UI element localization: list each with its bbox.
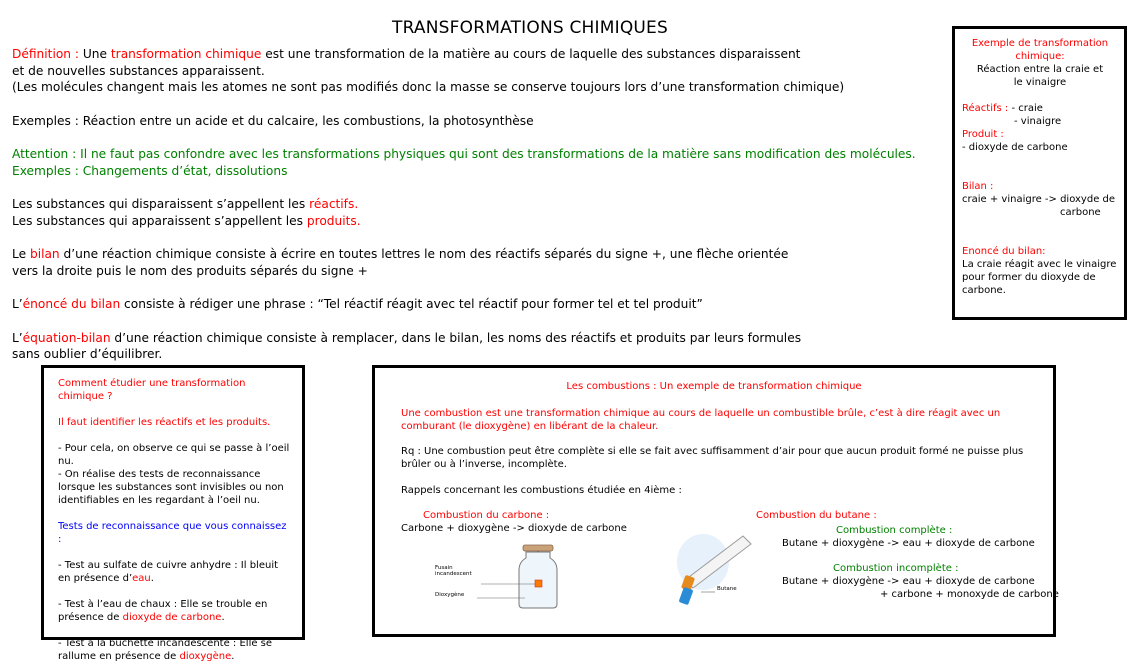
enonce-text: La craie réagit avec le vinaigre pour former du dioxyde de carbone.	[962, 259, 1117, 296]
combustion-title: Les combustions : Un exemple de transformation chimique	[566, 381, 862, 392]
reactif-1: - craie	[1008, 103, 1043, 114]
fig-label-dioxygene: Dioxygène	[435, 592, 465, 598]
complete-title: Combustion complète :	[836, 525, 953, 536]
enonce-label: Enoncé du bilan:	[962, 246, 1046, 257]
bilan-term: bilan	[29, 247, 60, 261]
test-1-term: eau	[132, 573, 151, 584]
bilan-line-2: vers la droite puis le nom des produits séparés du signe +	[12, 263, 368, 278]
produit-label: Produit :	[962, 129, 1004, 140]
example-title: Exemple de transformation chimique:	[971, 38, 1109, 62]
bilan-text-a: Le	[12, 247, 30, 261]
definition-line-1	[12, 46, 952, 63]
definition-text-b: est une transformation de la matière au cours de laquelle des substances disparaissent	[261, 47, 801, 61]
example-reactifs	[962, 102, 1118, 115]
produits-text: Les substances qui apparaissent s’appellent les	[12, 213, 307, 228]
produits-line	[12, 213, 952, 230]
definition-line-2: et de nouvelles substances apparaissent.	[12, 63, 265, 78]
test-1-end: .	[150, 573, 154, 584]
study-identify: Il faut identifier les réactifs et les produits.	[58, 417, 271, 428]
produit-1: - dioxyde de carbone	[962, 142, 1068, 153]
fig-label-fusain: Fusain incandescent	[435, 565, 472, 577]
carbone-title: Combustion du carbone :	[423, 510, 550, 521]
reactifs-text: Les substances qui disparaissent s’appellent les	[12, 197, 310, 211]
test-2-term: dioxyde de carbone	[122, 612, 222, 623]
incomplete-equation-2: + carbone + monoxyde de carbone	[880, 589, 1059, 600]
test-2-text: - Test à l’eau de chaux : Elle se trouble en présence de	[58, 599, 268, 623]
definition-line-3: (Les molécules changent mais les atomes ne sont pas modifiés donc la masse se conserve toujours lors d’une transformation chimique)	[12, 80, 845, 94]
carbone-equation: Carbone + dioxygène -> dioxyde de carbone	[401, 523, 627, 534]
test-1-text: - Test au sulfate de cuivre anhydre : Il bleuit en présence d’	[58, 560, 279, 584]
definition-label: Définition :	[12, 47, 79, 61]
equation-text-a: L’	[12, 330, 23, 345]
bilan-text-2: carbone	[1060, 207, 1101, 218]
fig-label-butane: Butane	[717, 586, 737, 592]
equation-term: équation-bilan	[22, 330, 111, 345]
combustion-definition: Une combustion est une transformation chimique au cours de laquelle un combustible brûle, c’est à dire réagit avec un comburant (le dioxygène) en libérant de la chaleur.	[401, 408, 1001, 432]
equation-text-b: d’une réaction chimique consiste à remplacer, dans le bilan, les noms des réactifs et produits par leurs formules	[110, 330, 802, 345]
example-box	[952, 26, 1127, 320]
combustion-box	[372, 365, 1059, 637]
study-obs-1: - Pour cela, on observe ce qui se passe à l’oeil nu.	[58, 443, 290, 467]
test-3	[58, 637, 292, 663]
reactifs-term: réactifs.	[309, 197, 359, 211]
attention-line: Attention : Il ne faut pas confondre avec les transformations physiques qui sont des transformations de la matière sans modification des molécules.	[12, 147, 916, 161]
test-3-term: dioxygène	[179, 651, 232, 662]
study-title: Comment étudier une transformation chimique ?	[58, 378, 246, 402]
equation-line-1	[12, 330, 952, 347]
enonce-line	[12, 296, 952, 313]
reactifs-line	[12, 196, 952, 213]
test-2-end: .	[221, 612, 225, 623]
incomplete-title: Combustion incomplète :	[833, 563, 959, 574]
page-title: TRANSFORMATIONS CHIMIQUES	[392, 18, 668, 38]
reactif-2: - vinaigre	[1014, 116, 1062, 127]
enonce-term: énoncé du bilan	[22, 297, 121, 311]
study-obs-2: - On réalise des tests de reconnaissance lorsque les substances sont invisibles ou non identifiables en les regardant à l’oeil nu.	[58, 469, 284, 506]
enonce-text-b: consiste à rédiger une phrase : “Tel réactif réagit avec tel réactif pour former tel et tel produit”	[120, 297, 703, 311]
bilan-label: Bilan :	[962, 181, 994, 192]
test-3-text: - Test à la bûchette incandescente : Elle se rallume en présence de	[58, 638, 273, 662]
test-3-end: .	[231, 651, 235, 662]
bilan-line-1	[12, 246, 952, 263]
complete-equation: Butane + dioxygène -> eau + dioxyde de carbone	[782, 538, 1035, 549]
test-2	[58, 598, 292, 624]
enonce-text-a: L’	[12, 297, 23, 311]
combustion-remark: Rq : Une combustion peut être complète si elle se fait avec suffisamment d’air pour que aucun produit formé ne puisse plus brûler ou à l’inverse, incomplète.	[401, 446, 1024, 470]
butane-title: Combustion du butane :	[756, 510, 877, 521]
jar-illustration	[435, 542, 585, 612]
example-subtitle: Réaction entre la craie et le vinaigre	[976, 64, 1104, 88]
study-box	[41, 365, 305, 662]
tests-title: Tests de reconnaissance que vous connaissez :	[58, 521, 287, 545]
bilan-text-b: d’une réaction chimique consiste à écrire en toutes lettres le nom des réactifs séparés du signe +, une flèche orientée	[59, 247, 789, 261]
attention-examples: Exemples : Changements d’état, dissolutions	[12, 163, 288, 178]
produits-term: produits.	[306, 213, 361, 228]
equation-line-2: sans oublier d’équilibrer.	[12, 347, 163, 361]
lighter-illustration	[671, 526, 755, 606]
incomplete-equation-1: Butane + dioxygène -> eau + dioxyde de carbone	[782, 576, 1035, 587]
test-1	[58, 559, 292, 585]
reactifs-label: Réactifs :	[962, 103, 1009, 114]
examples-line: Exemples : Réaction entre un acide et du calcaire, les combustions, la photosynthèse	[12, 113, 534, 128]
definition-text-a: Une	[79, 47, 111, 61]
bilan-text: craie + vinaigre -> dioxyde de	[962, 194, 1116, 205]
definition-term: transformation chimique	[110, 47, 262, 61]
rappels-line: Rappels concernant les combustions étudiée en 4ième :	[401, 485, 682, 496]
main-text	[12, 46, 952, 363]
